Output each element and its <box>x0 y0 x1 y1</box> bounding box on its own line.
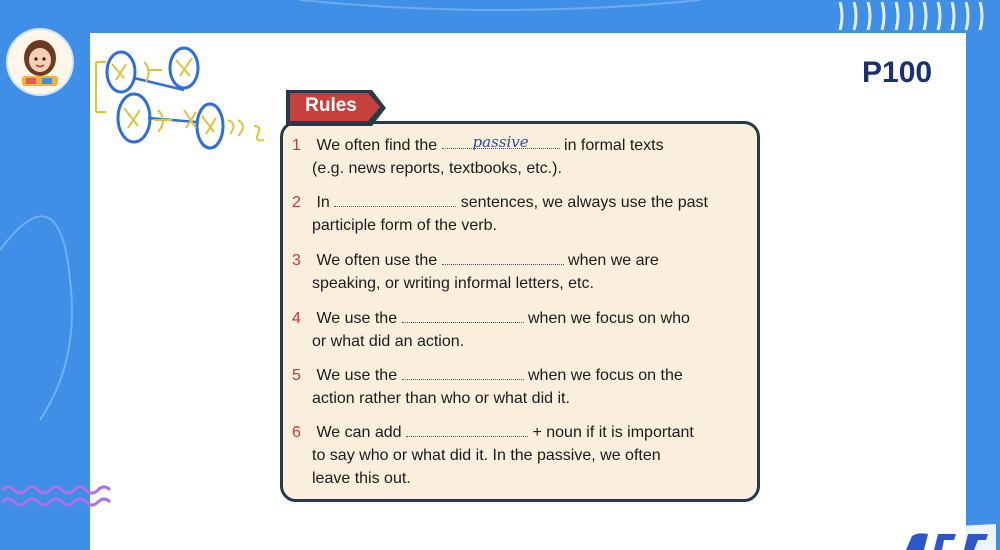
rule-text-after: when we focus on the <box>528 367 683 384</box>
rule-text-after: sentences, we always use the past <box>460 194 708 211</box>
rule-text-line2: speaking, or writing informal letters, etc. <box>312 275 594 292</box>
rule-number: 4 <box>292 310 301 327</box>
rule-text-before: In <box>316 194 330 211</box>
rule-text-before: We use the <box>316 310 398 327</box>
handwritten-annotation <box>88 40 288 160</box>
corner-logo-decoration <box>888 520 1000 550</box>
rule-number: 1 <box>292 137 301 154</box>
rule-text-before: We often use the <box>316 252 438 269</box>
answer-blank[interactable] <box>402 308 524 323</box>
wave-decoration <box>0 482 120 512</box>
rule-text-before: We use the <box>316 367 398 384</box>
rule-item-4 <box>292 307 752 353</box>
rule-number: 6 <box>292 424 301 441</box>
answer-blank[interactable] <box>442 250 564 265</box>
rule-number: 2 <box>292 194 301 211</box>
rule-text-after: in formal texts <box>564 137 664 154</box>
rule-text-after: when we focus on who <box>528 310 690 327</box>
rule-text-after: when we are <box>568 252 659 269</box>
rule-text-before: We can add <box>316 424 402 441</box>
rule-text-line2: participle form of the verb. <box>312 217 497 234</box>
rule-item-3 <box>292 249 752 295</box>
answer-blank[interactable] <box>442 134 560 149</box>
rules-tab-label: Rules <box>305 95 357 116</box>
page-number: P100 <box>862 56 933 89</box>
rule-item-2 <box>292 191 752 237</box>
rule-item-1 <box>292 134 752 180</box>
answer-blank[interactable] <box>406 422 528 437</box>
rule-number: 5 <box>292 367 301 384</box>
rule-text-line2: (e.g. news reports, textbooks, etc.). <box>312 160 562 177</box>
corner-stripes-decoration <box>820 0 1000 32</box>
rule-item-5 <box>292 364 752 410</box>
answer-blank[interactable] <box>334 192 456 207</box>
rule-text-line2: to say who or what did it. In the passive, we often <box>312 447 661 464</box>
rule-number: 3 <box>292 252 301 269</box>
answer-blank[interactable] <box>402 365 524 380</box>
teacher-avatar <box>8 30 72 94</box>
avatar-illustration-icon <box>8 30 72 94</box>
rule-item-6 <box>292 421 752 490</box>
rule-text-before: We often find the <box>316 137 438 154</box>
rule-text-after: + noun if it is important <box>532 424 694 441</box>
rule-text-line3: leave this out. <box>312 470 411 487</box>
rule-text-line2: or what did an action. <box>312 333 465 350</box>
rule-text-line2: action rather than who or what did it. <box>312 390 570 407</box>
handwritten-answer: passive <box>472 133 529 151</box>
